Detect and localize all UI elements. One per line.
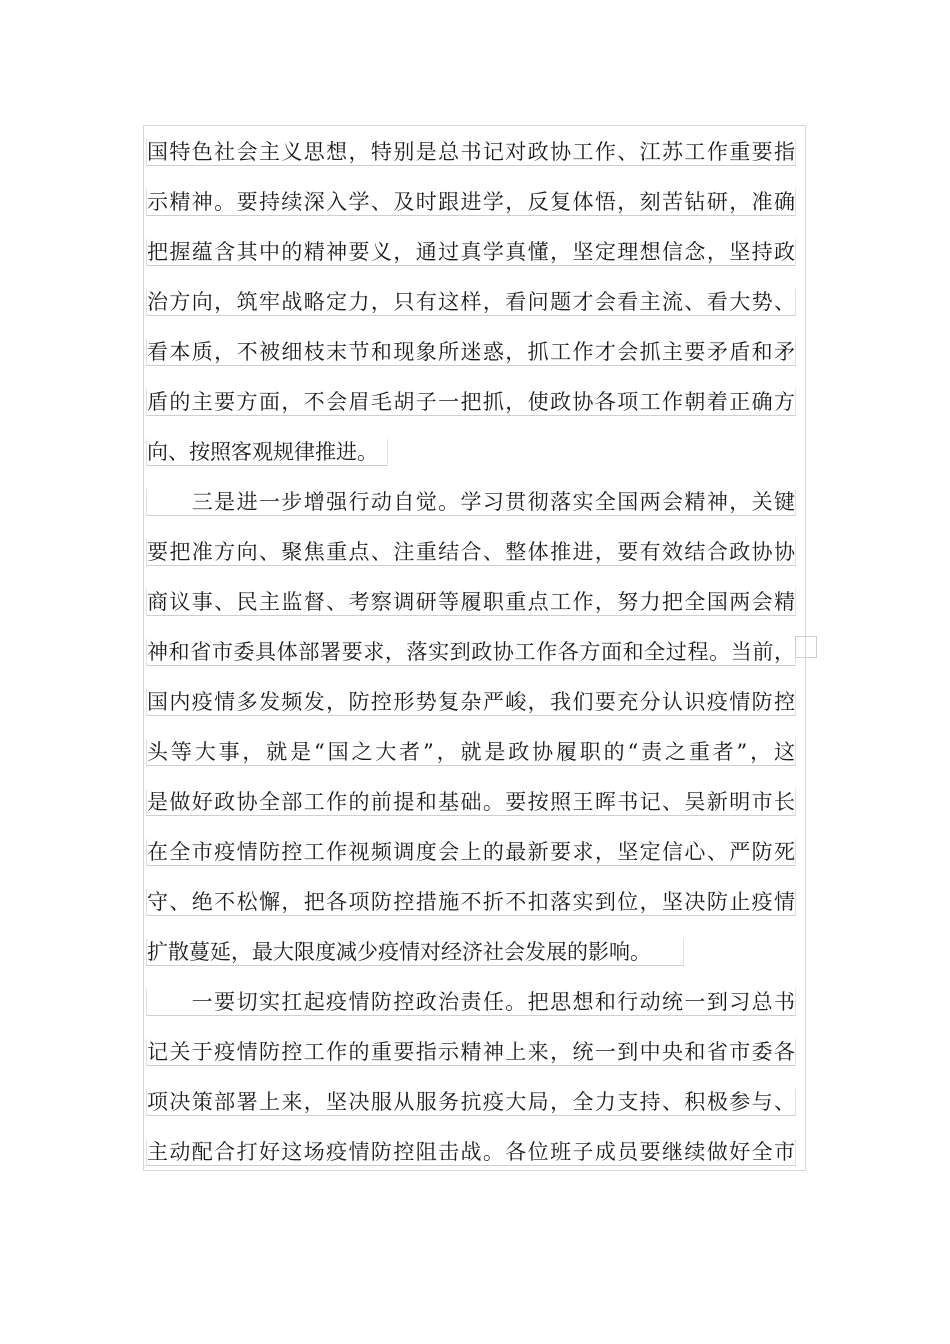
text-line-2: 示精神。要持续深入学、及时跟进学，反复体悟，刻苦钻研，准确 [147,190,795,214]
text-line-3: 把握蕴含其中的精神要义，通过真学真懂，坚定理想信念，坚持政 [147,240,795,264]
text-line-15: 在全市疫情防控工作视频调度会上的最新要求，坚定信心、严防死 [147,840,795,864]
text-line-12: 国内疫情多发频发，防控形势复杂严峻，我们要充分认识疫情防控 [147,690,795,714]
text-line-17: 扩散蔓延，最大限度减少疫情对经济社会发展的影响。 [146,939,684,966]
text-line-16: 守、绝不松懈，把各项防控措施不折不扣落实到位，坚决防止疫情 [147,890,795,914]
text-line-4: 治方向，筑牢战略定力，只有这样，看问题才会看主流、看大势、 [147,290,795,314]
text-line-7: 向、按照客观规律推进。 [146,439,388,466]
text-line-10: 商议事、民主监督、考察调研等履职重点工作，努力把全国两会精 [147,590,795,614]
text-line-18: 一要切实扛起疫情防控政治责任。把思想和行动统一到习总书 [147,990,795,1014]
margin-marker [795,636,817,658]
text-line-19: 记关于疫情防控工作的重要指示精神上来，统一到中央和省市委各 [147,1040,795,1064]
text-line-5: 看本质，不被细枝末节和现象所迷惑，抓工作才会抓主要矛盾和矛 [147,340,795,364]
text-line-1: 国特色社会主义思想，特别是总书记对政协工作、江苏工作重要指 [147,140,795,164]
text-line-20: 项决策部署上来，坚决服从服务抗疫大局，全力支持、积极参与、 [147,1090,795,1114]
text-line-13: 头等大事，就是“国之大者”，就是政协履职的“责之重者”，这 [147,740,795,764]
text-line-6: 盾的主要方面，不会眉毛胡子一把抓，使政协各项工作朝着正确方 [147,390,795,414]
text-line-8: 三是进一步增强行动自觉。学习贯彻落实全国两会精神，关键 [147,490,795,514]
text-line-21: 主动配合打好这场疫情防控阻击战。各位班子成员要继续做好全市 [147,1140,795,1164]
text-line-14: 是做好政协全部工作的前提和基础。要按照王晖书记、吴新明市长 [147,790,795,814]
text-line-11: 神和省市委具体部署要求，落实到政协工作各方面和全过程。当前， [147,640,795,664]
text-line-9: 要把准方向、聚焦重点、注重结合、整体推进，要有效结合政协协 [147,540,795,564]
